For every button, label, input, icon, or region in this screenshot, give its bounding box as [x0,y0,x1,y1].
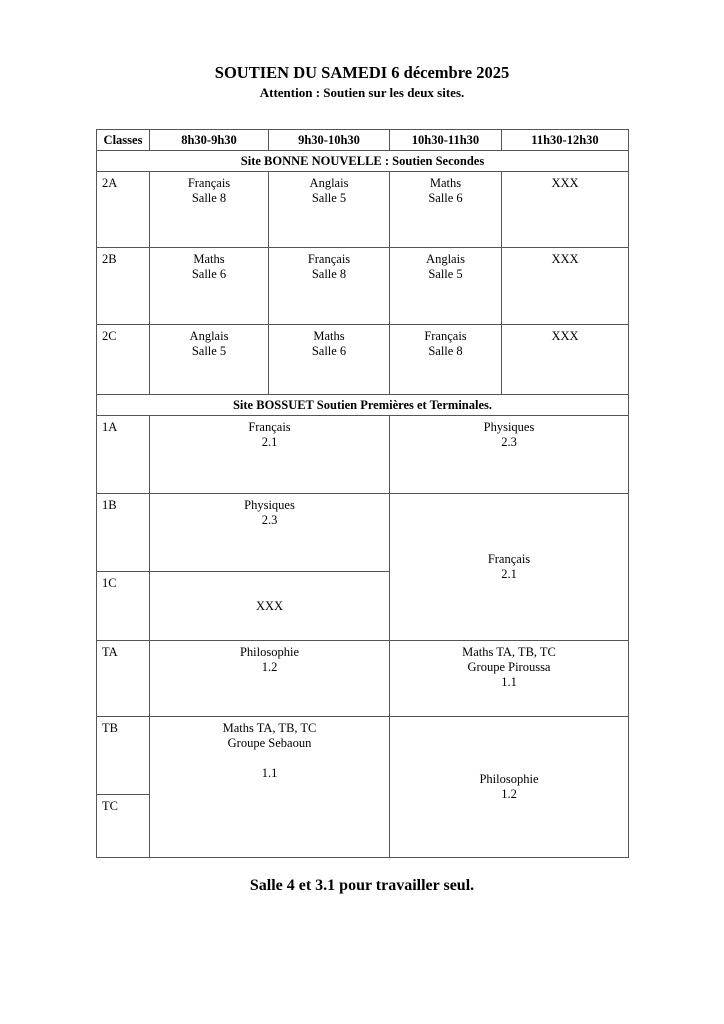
room: Salle 8 [311,267,347,281]
spacer [150,751,389,766]
column-header-slot-4: 11h30-12h30 [502,130,629,151]
room: 1.2 [261,660,278,674]
subject: Français [487,552,531,566]
schedule-cell [390,172,502,248]
group: Groupe Piroussa [467,660,551,674]
schedule-block [150,416,390,494]
schedule-cell [150,172,269,248]
group: Groupe Sebaoun [227,736,312,750]
table-row [97,641,629,717]
room: Salle 6 [191,267,227,281]
room: 2.3 [261,513,278,527]
table-row [97,325,629,395]
subject: Maths [193,252,225,266]
column-header-slot-1: 8h30-9h30 [150,130,269,151]
page-title: SOUTIEN DU SAMEDI 6 décembre 2025 [214,63,510,82]
section-title-bossuet: Site BOSSUET Soutien Premières et Terminales. [97,395,629,416]
footer-note: Salle 4 et 3.1 pour travailler seul. [249,877,475,894]
table-row [97,416,629,494]
class-label: 2A [97,172,150,248]
room: Salle 8 [428,344,463,358]
table-header-row [97,130,629,151]
subject: Maths TA, TB, TC [222,721,317,735]
room: 1.2 [501,787,517,801]
schedule-block [390,641,629,717]
schedule-cell [269,325,390,395]
subject: Anglais [309,176,349,190]
schedule-block [150,572,390,641]
schedule-cell [502,172,629,248]
class-label: TB [97,717,150,795]
schedule-cell [269,248,390,325]
subject: Anglais [189,329,229,343]
schedule-cell [502,248,629,325]
section-heading-row [97,395,629,416]
room: 1.1 [261,766,278,780]
subject: Maths TA, TB, TC [462,645,556,659]
class-label: TA [97,641,150,717]
room: Salle 6 [428,191,463,205]
section-heading-row [97,151,629,172]
subject: Français [187,176,231,190]
subject: Français [248,420,291,434]
subject: Physiques [244,498,295,512]
class-label: 1B [97,494,150,572]
class-label: 2B [97,248,150,325]
class-label: 1A [97,416,150,494]
subject: Français [307,252,351,266]
column-header-classes: Classes [97,130,150,151]
schedule-cell [502,325,629,395]
subject: Physiques [483,420,535,434]
class-label: 1C [97,572,150,641]
room: Salle 6 [311,344,347,358]
column-header-slot-3: 10h30-11h30 [390,130,502,151]
schedule-block [150,717,390,858]
subject: Philosophie [239,645,300,659]
section-title-bonne-nouvelle: Site BONNE NOUVELLE : Soutien Secondes [97,151,629,172]
schedule-cell [269,172,390,248]
page-subtitle: Attention : Soutien sur les deux sites. [259,85,465,100]
subject: XXX [551,329,579,343]
schedule-block [150,494,390,572]
room: 1.1 [501,675,517,689]
subject: XXX [255,598,284,613]
room: Salle 5 [311,191,347,205]
room: 2.3 [501,435,517,449]
table-row [97,494,629,572]
subject: Maths [313,329,345,343]
subject: Français [424,329,467,343]
schedule-cell [150,325,269,395]
schedule-cell [390,248,502,325]
table-row [97,717,629,795]
table-row [97,172,629,248]
room: Salle 5 [191,344,227,358]
column-header-slot-2: 9h30-10h30 [269,130,390,151]
subject: XXX [551,176,579,190]
schedule-block [390,494,629,641]
room: 2.1 [501,567,517,581]
schedule-block [150,641,390,717]
schedule-cell [390,325,502,395]
subject: XXX [551,252,579,266]
class-label: 2C [97,325,150,395]
room: Salle 5 [428,267,463,281]
schedule-block [390,416,629,494]
table-row [97,248,629,325]
room: 2.1 [261,435,278,449]
subject: Philosophie [479,772,539,786]
class-label: TC [97,795,150,858]
schedule-table [96,129,629,858]
subject: Maths [429,176,462,190]
schedule-cell [150,248,269,325]
subject: Anglais [426,252,465,266]
schedule-block [390,717,629,858]
room: Salle 8 [191,191,227,205]
